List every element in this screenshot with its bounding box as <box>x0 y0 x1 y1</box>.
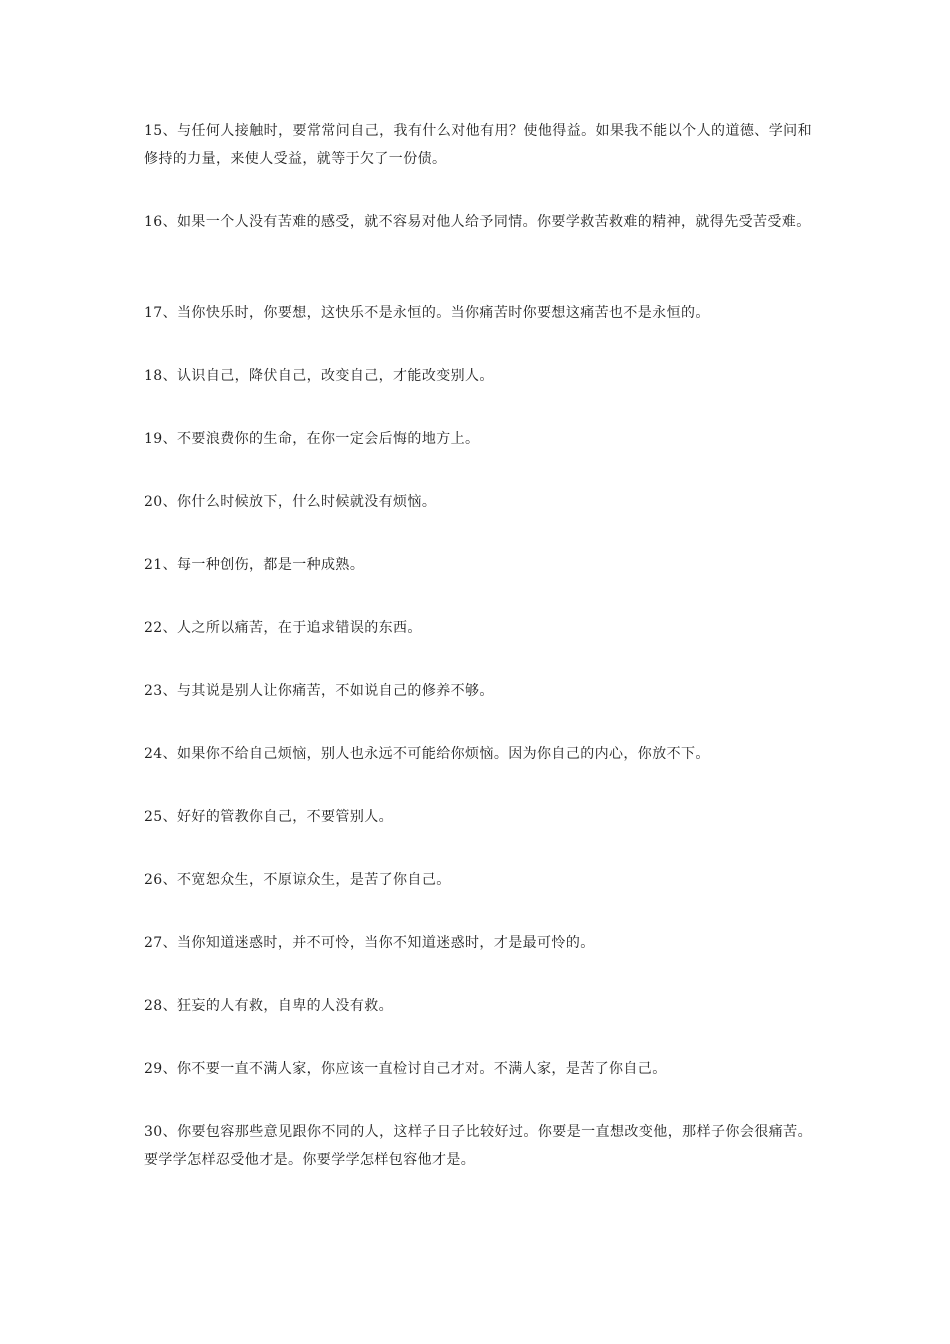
quote-28: 28、狂妄的人有救，自卑的人没有救。 <box>144 998 394 1014</box>
quote-24: 24、如果你不给自己烦恼，别人也永远不可能给你烦恼。因为你自己的内心，你放不下。 <box>144 746 710 762</box>
quote-27: 27、当你知道迷惑时，并不可怜，当你不知道迷惑时，才是最可怜的。 <box>144 935 595 951</box>
quote-22: 22、人之所以痛苦，在于追求错误的东西。 <box>144 620 422 636</box>
quote-16: 16、如果一个人没有苦难的感受，就不容易对他人给予同情。你要学救苦救难的精神，就得先受苦受难。 <box>144 214 811 230</box>
quote-19: 19、不要浪费你的生命，在你一定会后悔的地方上。 <box>144 431 480 447</box>
quote-list <box>144 117 812 1209</box>
quote-25: 25、好好的管教你自己，不要管别人。 <box>144 809 394 825</box>
quote-20: 20、你什么时候放下，什么时候就没有烦恼。 <box>144 494 437 510</box>
quote-23: 23、与其说是别人让你痛苦，不如说自己的修养不够。 <box>144 683 494 699</box>
quote-30: 30、你要包容那些意见跟你不同的人，这样子日子比较好过。你要是一直想改变他，那样子你会很痛苦。要学学怎样忍受他才是。你要学学怎样包容他才是。 <box>144 1124 812 1168</box>
quote-29: 29、你不要一直不满人家，你应该一直检讨自己才对。不满人家，是苦了你自己。 <box>144 1061 667 1077</box>
quote-15: 15、与任何人接触时，要常常问自己，我有什么对他有用？使他得益。如果我不能以个人的道德、学问和修持的力量，来使人受益，就等于欠了一份债。 <box>144 123 812 167</box>
quote-26: 26、不宽恕众生，不原谅众生，是苦了你自己。 <box>144 872 451 888</box>
quote-18: 18、认识自己，降伏自己，改变自己，才能改变别人。 <box>144 368 494 384</box>
quote-21: 21、每一种创伤，都是一种成熟。 <box>144 557 365 573</box>
quote-17: 17、当你快乐时，你要想，这快乐不是永恒的。当你痛苦时你要想这痛苦也不是永恒的。 <box>144 305 710 321</box>
